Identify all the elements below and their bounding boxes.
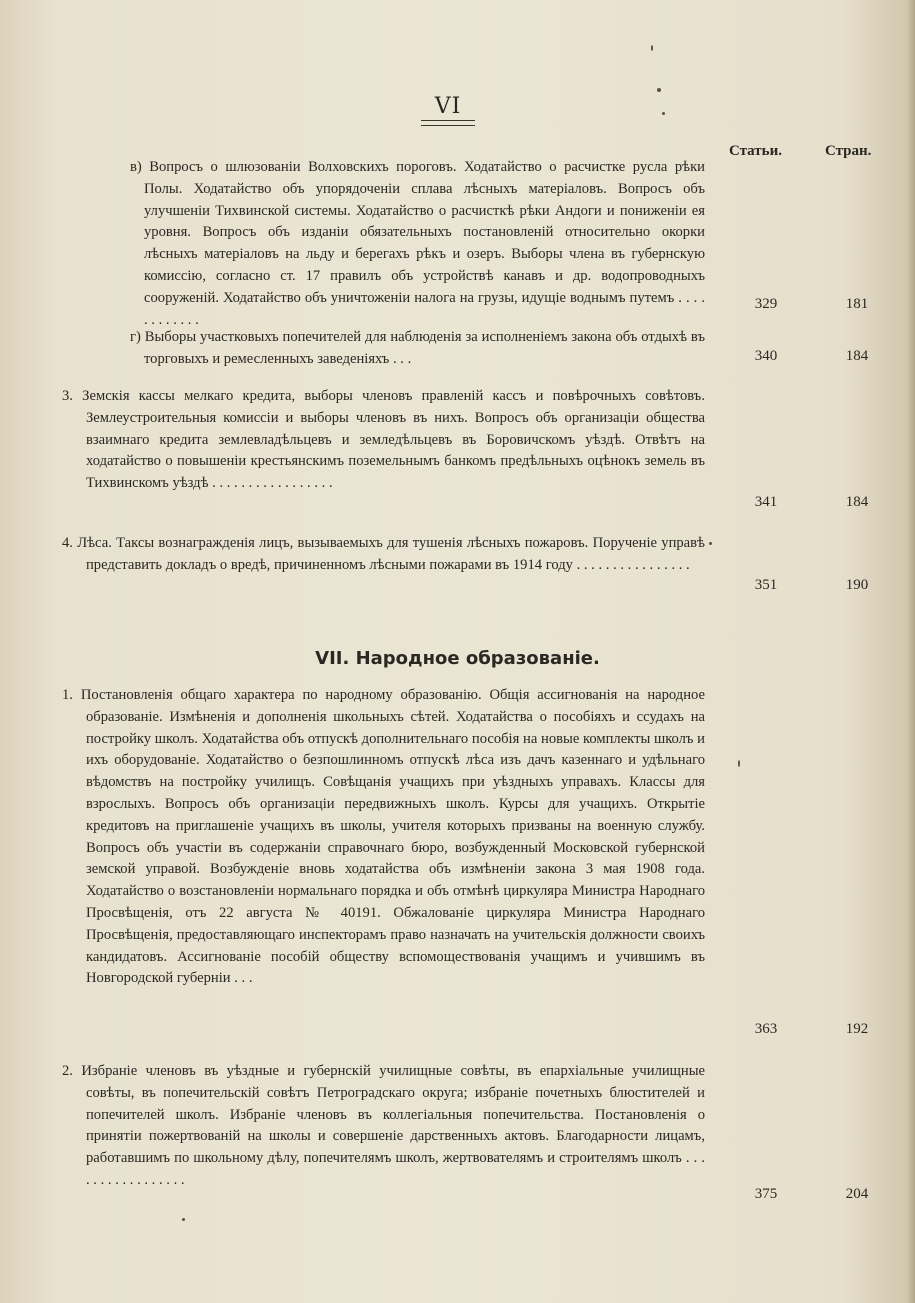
page-number: VI bbox=[434, 94, 462, 119]
page-ref: 184 bbox=[845, 494, 869, 510]
page-ref: 184 bbox=[845, 348, 869, 364]
entry-text: Избраніе членовъ въ уѣздные и губернскій училищные совѣты, въ епархіальные училищные совѣты, въ попечительскій совѣтъ Петроградскаго округа; избраніе почетныхъ блюстителей и попечителей школъ. Избраніе членовъ въ коллегіальныя попечительства. Постановленія о принятіи пожертвованій на школы и совершеніе дарственныхъ актовъ. Благодарности лицамъ, работавшимъ по школьному дѣлу, попечителямъ школъ, жертвователямъ и строителямъ школъ . . . . . . . . . . . . . . . . . bbox=[81, 1063, 705, 1188]
paper-speck bbox=[738, 760, 740, 767]
entry-label: г) bbox=[130, 329, 141, 345]
entry-text: Постановленія общаго характера по народному образованію. Общія ассигнованія на народное образованіе. Измѣненія и дополненія школьныхъ сѣтей. Ходатайства о пособіяхъ и ссудахъ на постройку школъ. Ходатайства объ отпускѣ дополнительнаго пособія на новые комплекты школъ и ихъ оборудованіе. Ходатайство о безпошлинномъ отпускѣ лѣса изъ дачъ казеннаго и удѣльнаго вѣдомствъ на постройку училищъ. Совѣщанія учащихъ при уѣздныхъ управахъ. Классы для взрослыхъ. Вопросъ объ организаціи передвижныхъ школъ. Курсы для учащихъ. Открытіе кредитовъ на приглашеніе учащихъ въ школы, учителя которыхъ призваны на военную службу. Вопросъ объ участіи въ содержаніи справочнаго бюро, возбужденный Московской губернской земской управой. Возбужденіе вновь ходатайства объ измѣненіи закона 3 мая 1908 года. Ходатайство о возстановленіи нормальнаго порядка и объ отмѣнѣ циркуляра Министра Народнаго Просвѣщенія, отъ 22 августа № 40191. Обжалованіе циркуляра Министра Народнаго Просвѣщенія, предоставляющаго инспекторамъ право назначать на учительскія должности своихъ кандидатовъ. Ассигнованіе пособій обществу вспомоществованія учащимъ и учившимъ въ Новгородской губерніи . . . bbox=[80, 687, 705, 987]
entry-label: 4. bbox=[62, 535, 73, 551]
entry-text: Земскія кассы мелкаго кредита, выборы членовъ правленій кассъ и повѣрочныхъ совѣтовъ. Землеустроительныя комиссіи и выборы членовъ въ нихъ. Вопросъ объ организаціи общества взаимнаго кредита землевладѣльцевъ и земледѣльцевъ въ Боровичскомъ уѣздѣ. Отвѣтъ на ходатайство о повышеніи крестьянскимъ поземельнымъ банкомъ предѣльныхъ оцѣнокъ земель въ Тихвинскомъ уѣздѣ . . . . . . . . . . . . . . . . . bbox=[82, 388, 705, 492]
entry-text: Вопросъ о шлюзованіи Волховскихъ пороговъ. Ходатайство о расчистке русла рѣки Полы. Ходатайство объ упорядоченіи сплава лѣсныхъ матеріаловъ. Вопросъ объ улучшеніи Тихвинской системы. Ходатайство о расчисткѣ рѣки Андоги и пониженіи ея уровня. Вопросъ объ изданіи обязательныхъ постановленій относительно окорки лѣсныхъ матеріаловъ на льду и берегахъ рѣкъ и озеръ. Выборы члена въ губернскую комиссію, согласно ст. 17 правилъ объ устройствѣ канавъ и др. водопроводныхъ сооруженій. Ходатайство объ уничтоженіи налога на грузы, идущіе воднымъ путемъ . . . . . . . . . . . . bbox=[144, 159, 705, 328]
toc-entry-vii-2 bbox=[62, 1061, 705, 1192]
article-number: 341 bbox=[754, 494, 778, 510]
paper-speck bbox=[657, 88, 661, 92]
entry-label: в) bbox=[130, 159, 142, 175]
paper-speck bbox=[182, 1218, 185, 1221]
page-number-underline bbox=[421, 120, 475, 126]
toc-entry-3 bbox=[62, 386, 705, 495]
toc-entry-g bbox=[130, 327, 705, 371]
entry-label: 1. bbox=[62, 687, 73, 703]
column-header-pages: Стран. bbox=[825, 143, 872, 159]
page-edge-shadow bbox=[907, 0, 915, 1303]
page-ref: 190 bbox=[845, 577, 869, 593]
article-number: 340 bbox=[754, 348, 778, 364]
paper-speck bbox=[709, 542, 712, 545]
paper-speck bbox=[651, 45, 653, 51]
entry-text: Выборы участковыхъ попечителей для наблюденія за исполненіемъ закона объ отдыхѣ въ торговыхъ и ремесленныхъ заведеніяхъ . . . bbox=[144, 329, 705, 367]
toc-entry-4 bbox=[62, 533, 705, 577]
page-ref: 181 bbox=[845, 296, 869, 312]
entry-label: 2. bbox=[62, 1063, 73, 1079]
article-number: 351 bbox=[754, 577, 778, 593]
article-number: 329 bbox=[754, 296, 778, 312]
paper-speck bbox=[662, 112, 665, 115]
entry-label: 3. bbox=[62, 388, 73, 404]
article-number: 375 bbox=[754, 1186, 778, 1202]
page-ref: 204 bbox=[845, 1186, 869, 1202]
page-ref: 192 bbox=[845, 1021, 869, 1037]
toc-entry-vii-1 bbox=[62, 685, 705, 990]
column-header-articles: Статьи. bbox=[729, 143, 782, 159]
toc-entry-v bbox=[130, 157, 705, 331]
article-number: 363 bbox=[754, 1021, 778, 1037]
section-title: VII. Народное образованіе. bbox=[315, 648, 600, 669]
entry-text: Лѣса. Таксы вознагражденія лицъ, вызываемыхъ для тушенія лѣсныхъ пожаровъ. Порученіе управѣ представить докладъ о вредѣ, причиненномъ лѣсными пожарами въ 1914 году . . . . . . . . . . . . . . . . bbox=[77, 535, 705, 573]
